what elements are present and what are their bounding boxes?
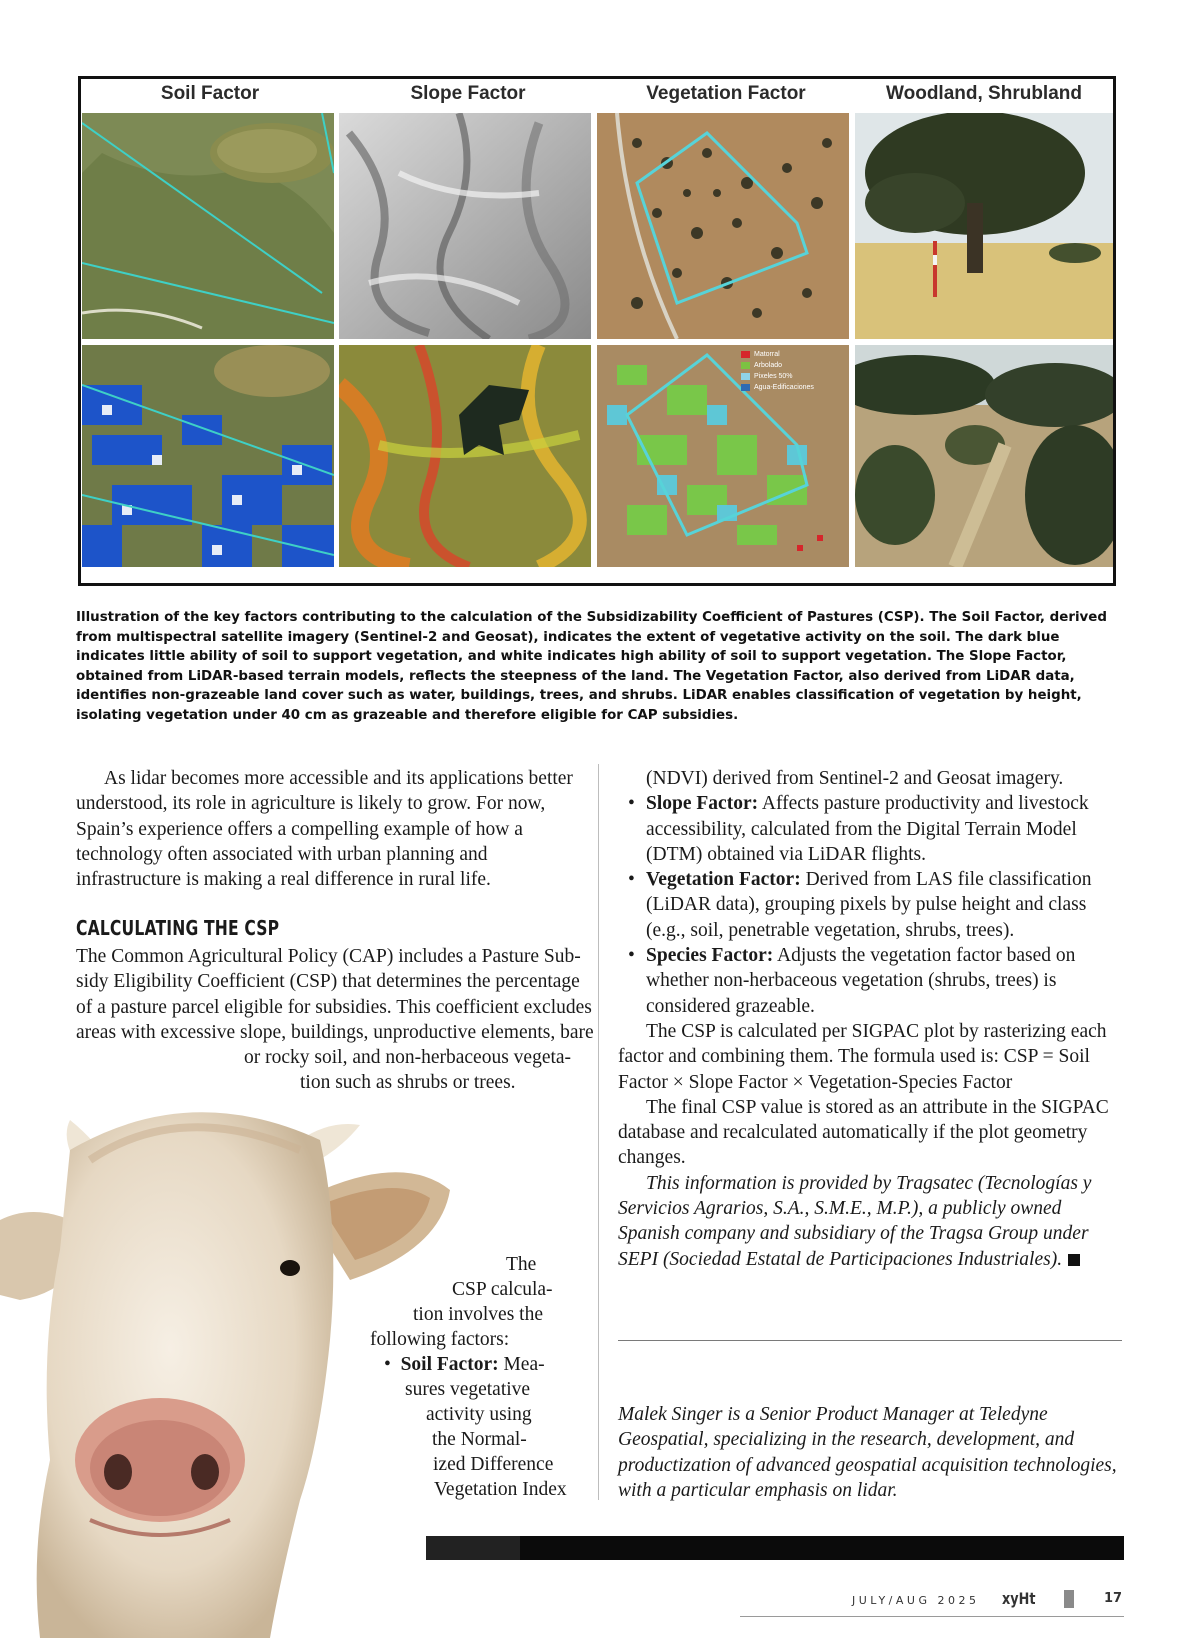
legend-label: Pixeles 50% [754,373,793,380]
left-column [76,766,576,892]
woodland-photo [855,113,1113,339]
legend-label: Matorral [754,351,780,358]
vegetation-factor-text: Derived from LAS file classification (LiDAR data), grouping pixels by pulse height and class (e.g., soil, penetrable vegetation, shrubs, trees). [646,869,1092,941]
vegetation-factor-aerial-image [597,113,849,339]
wrap-line: tion involves the [413,1304,543,1325]
shrubland-photo [855,345,1113,567]
paragraph-line: sidy Eligibility Coefficient (CSP) that determines the percentage [76,971,580,993]
figure-caption: Illustration of the key factors contributing to the calculation of the Subsidizability Coefficient of Pastures (CSP). The Soil Factor, derived from multispectral satellite imagery (Sentinel-2 and Geosat), indicates the extent of vegetative activity on the soil. The dark blue indicates little ability of soil to support vegetation, and white indicates high ability of soil to support vegetation. The Slope Factor, obtained from LiDAR-based terrain models, reflects the steepness of the land. The Vegetation Factor, also derived from LiDAR data, identifies non-grazeable land cover such as water, buildings, trees, and shrubs. LiDAR enables classification of vegetation by height, isolating vegetation under 40 cm as grazeable and therefore eligible for CAP subsidies. [76,610,1107,723]
wrap-line: CSP calcula- [452,1279,553,1300]
header-woodland-shrubland: Woodland, Shrubland [886,83,1082,104]
footer-bar-accent [426,1536,520,1560]
species-factor-text: Adjusts the vegetation factor based on whether non-herbaceous vegetation (shrubs, trees) is considered grazeable. [646,945,1076,1017]
csp-paragraph [76,944,594,1096]
soil-factor-label: Soil Factor: [400,1354,499,1375]
vegetation-factor-label: Vegetation Factor: [646,869,801,891]
soil-factor-satellite-image [82,113,334,339]
species-factor-label: Species Factor: [646,945,774,967]
paragraph-line: The Common Agricultural Policy (CAP) includes a Pasture Sub- [76,946,581,967]
issue-date: JULY/AUG 2025 [852,1594,980,1607]
legend-item [741,382,851,393]
legend-item [741,371,851,382]
paragraph-line: of a pasture parcel eligible for subsidies. This coefficient excludes [76,996,592,1018]
soil-factor-classified-image [82,345,334,567]
slope-factor-bullet [618,791,1122,867]
wrap-line: the Normal- [432,1429,527,1450]
figure [78,76,1116,586]
wrap-line: Mea- [503,1354,545,1375]
paragraph-line: areas with excessive slope, buildings, unproductive elements, bare [76,1021,594,1043]
wrap-line: ized Difference [433,1454,554,1475]
header-soil-factor: Soil Factor [160,83,260,104]
slope-factor-text: Affects pasture productivity and livestock accessibility, calculated from the Digital Terrain Model (DTM) obtained via LiDAR flights. [646,793,1089,865]
ndvi-continuation: (NDVI) derived from Sentinel-2 and Geosat imagery. [646,768,1064,789]
magazine-name: xyHt [1002,1589,1036,1608]
right-column [618,766,1122,1272]
wrap-line: following factors: [370,1329,510,1350]
legend-item [741,349,851,360]
paragraph-line: or rocky soil, and non-herbaceous vegeta- [244,1047,572,1069]
slope-factor-label: Slope Factor: [646,793,759,815]
intro-paragraph: As lidar becomes more accessible and its applications better understood, its role in agriculture is likely to grow. For now, Spain’s experience offers a compelling example of how a technology often associated with urban planning and infrastructure is making a real difference in rural life. [76,768,573,891]
legend-swatch-pixeles [741,373,750,380]
column-divider [598,764,599,1500]
final-value-paragraph: The final CSP value is stored as an attribute in the SIGPAC database and recalculated automatically if the plot geometry changes. [618,1096,1109,1169]
wrap-line: Vegetation Index [434,1479,567,1500]
footer-block-icon [1064,1590,1074,1608]
vegetation-factor-bullet [618,867,1122,943]
credit-paragraph [618,1171,1122,1272]
species-factor-bullet [618,943,1122,1019]
slope-factor-terrain-image [339,113,591,339]
legend-label: Arbolado [754,362,783,369]
author-bio: Malek Singer is a Senior Product Manager at Teledyne Geospatial, specializing in the research, development, and productization of advanced geospatial acquisition technologies, with a particular emphasis on lidar. [618,1404,1117,1501]
footer-bar [426,1536,1124,1560]
slope-factor-classified-image [339,345,591,567]
calculation-paragraph: The CSP is calculated per SIGPAC plot by rasterizing each factor and combining them. The formula used is: CSP = Soil Factor × Slope Factor × Vegetation-Species Factor [618,1020,1107,1093]
soil-factor-bullet [384,1352,545,1377]
wrap-line: activity using [426,1404,532,1425]
bullet-icon: • [384,1354,401,1375]
legend-swatch-matorral [741,351,750,358]
legend-swatch-agua [741,384,750,391]
credit-text: This information is provided by Tragsatec (Tecnologías y Servicios Agrarios, S.A., S.M.E., M.P.), a publicly owned Spanish company and subsidiary of the Tragsa Group under SEPI (Sociedad Estatal de Participaciones Industriales). [618,1172,1092,1270]
figure-header-row [81,79,1113,113]
legend-item [741,360,851,371]
wrap-line: sures vegetative [405,1379,531,1400]
author-divider [618,1340,1122,1341]
page-number: 17 [1104,1591,1123,1606]
header-vegetation-factor: Vegetation Factor [646,83,806,104]
vegetation-legend [741,349,851,393]
section-heading: CALCULATING THE CSP [76,916,280,940]
paragraph-line: tion such as shrubs or trees. [300,1072,516,1094]
legend-label: Agua-Edificaciones [754,384,814,391]
legend-swatch-arbolado [741,362,750,369]
header-slope-factor: Slope Factor [410,83,526,104]
end-mark-icon [1068,1254,1080,1266]
wrap-line: The [506,1254,537,1275]
footer-rule [740,1616,1124,1617]
